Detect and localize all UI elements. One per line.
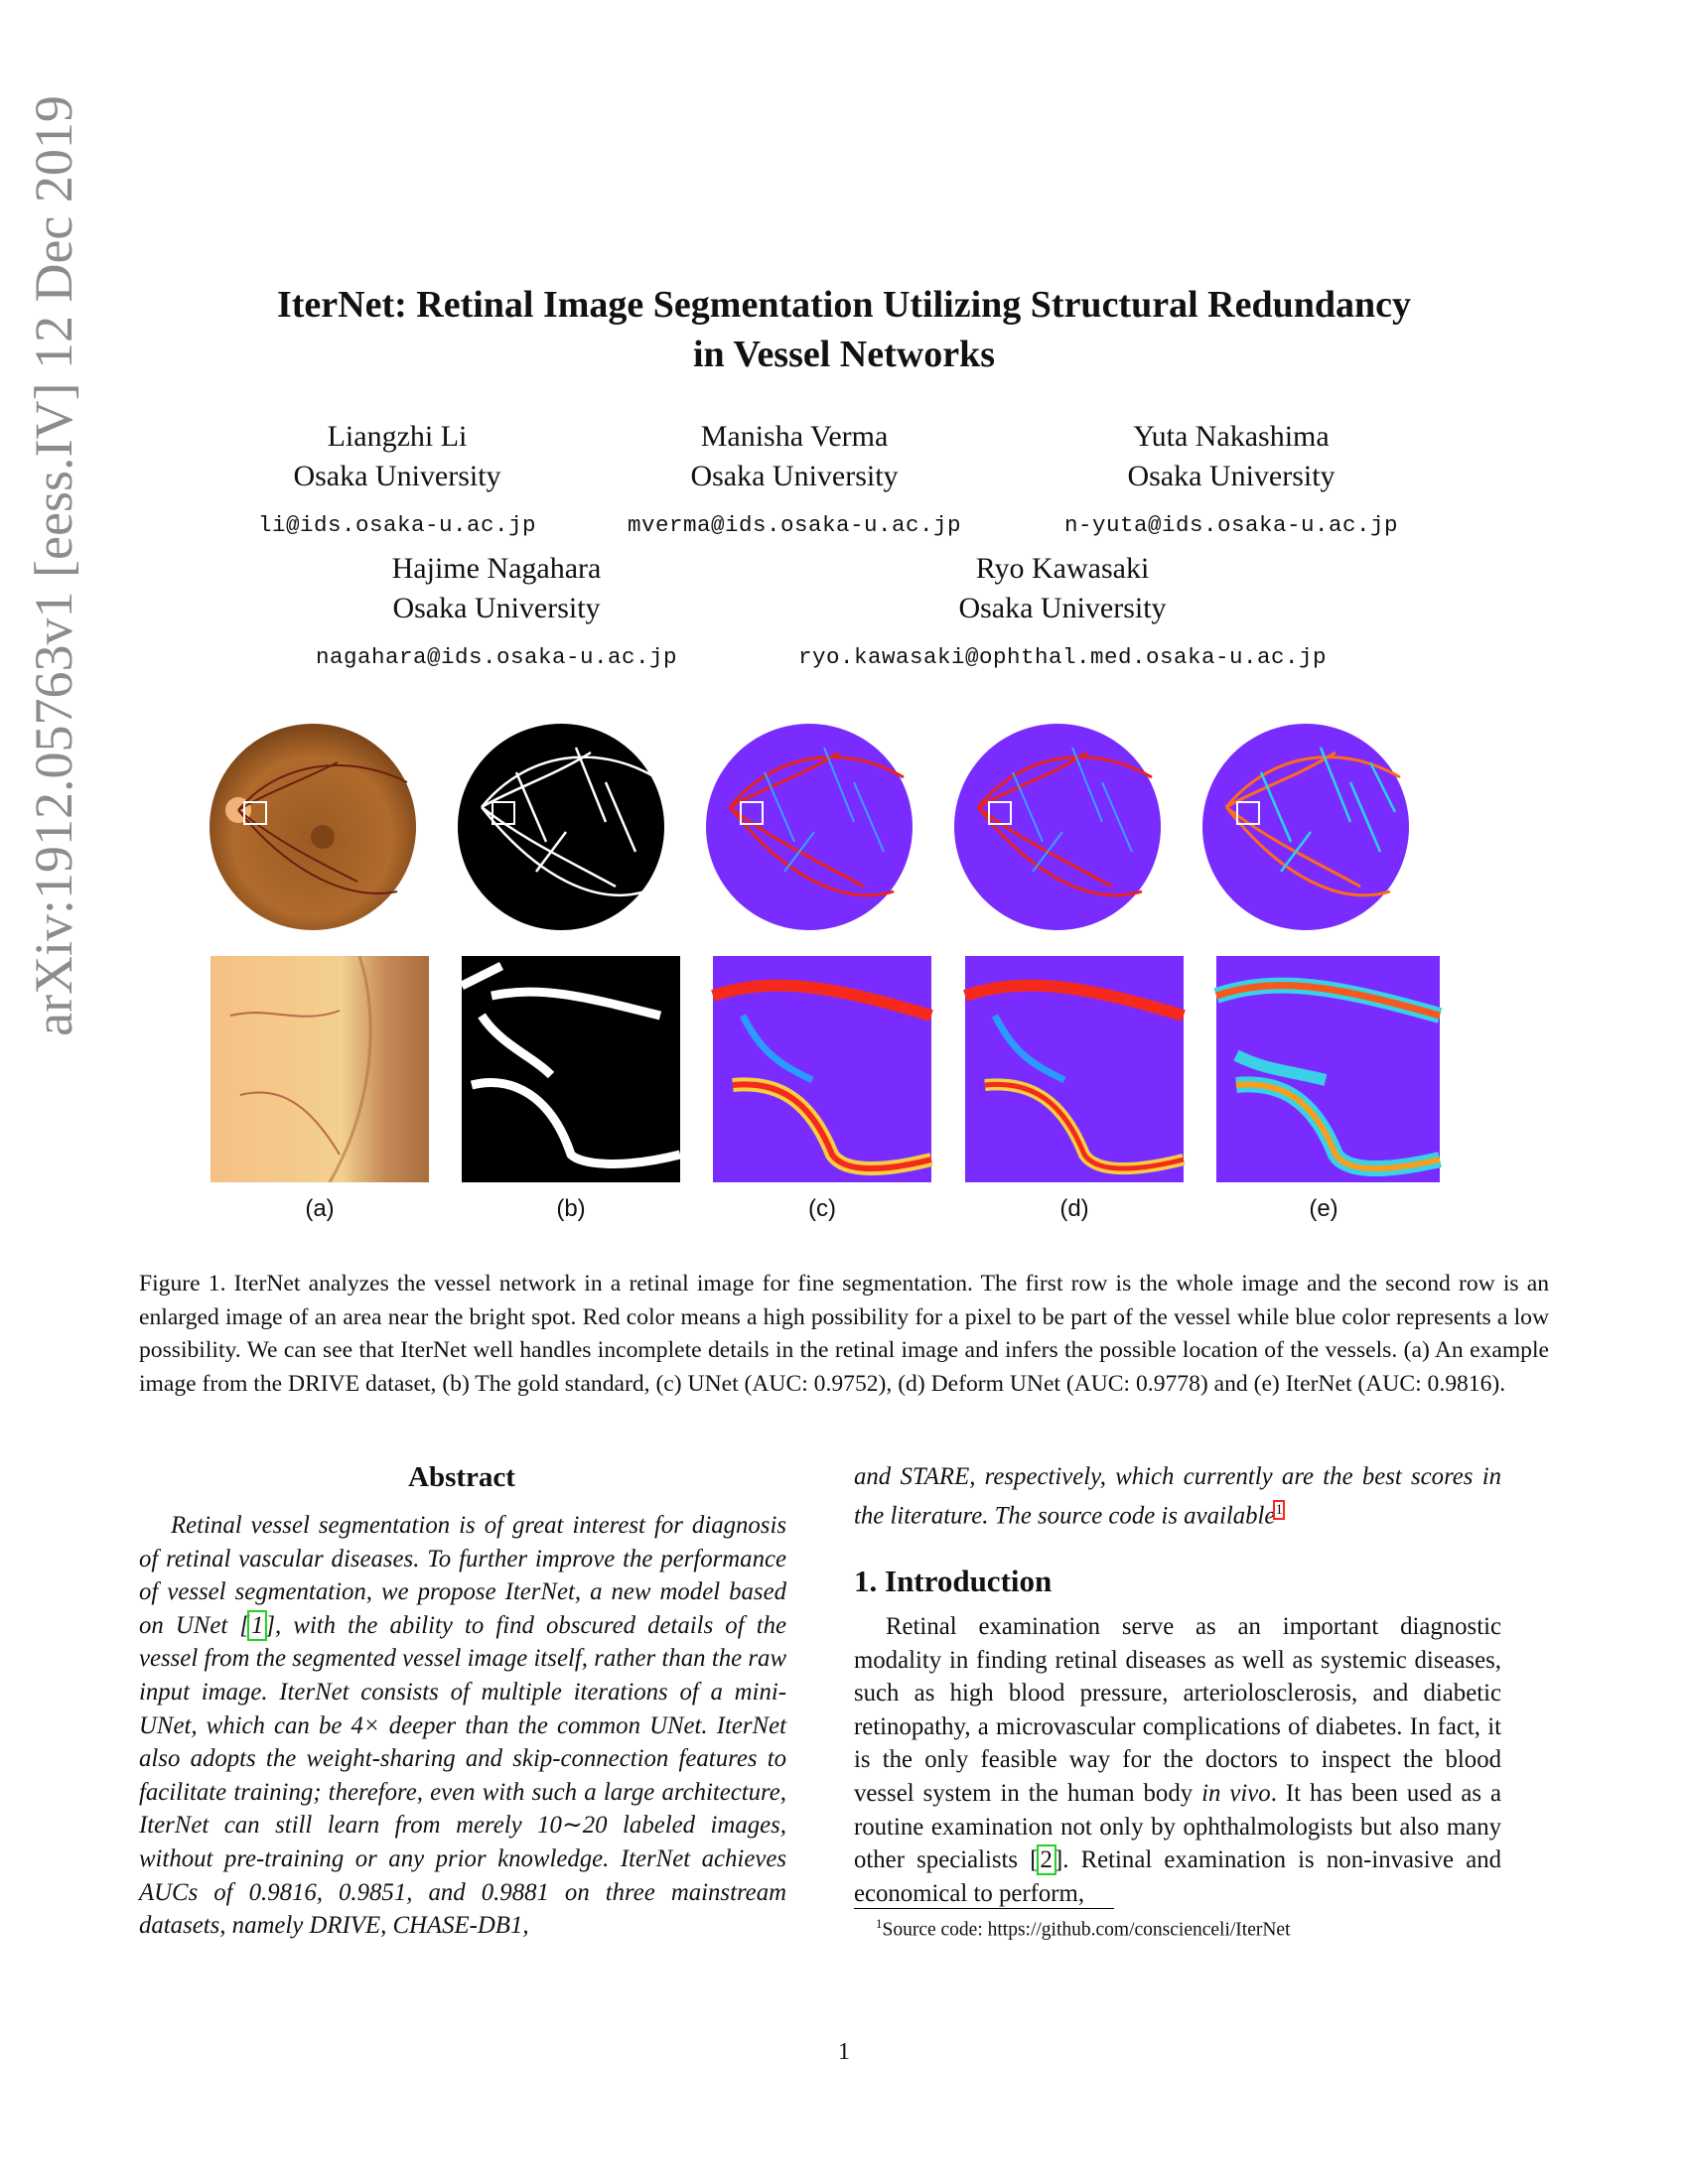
author-block-4 xyxy=(278,549,715,677)
zoom-crop-c xyxy=(713,956,931,1182)
author-block-2 xyxy=(586,417,1003,545)
sublabel-e: (e) xyxy=(1309,1195,1338,1222)
author-email[interactable]: n-yuta@ids.osaka-u.ac.jp xyxy=(1063,512,1399,538)
arxiv-stamp-text: arXiv:1912.05763v1 [eess.IV] 12 Dec 2019 xyxy=(24,95,83,1036)
author-affiliation: Osaka University xyxy=(1127,460,1336,492)
footnote-rule xyxy=(854,1908,1114,1909)
footnote-text[interactable]: Source code: https://github.com/conscienceli/IterNet xyxy=(882,1919,1291,1941)
intro-body xyxy=(854,1610,1501,1910)
figure-row-zoom xyxy=(211,956,1442,1182)
paper-title xyxy=(149,280,1539,379)
title-line-2: in Vessel Networks xyxy=(692,334,996,375)
author-email[interactable]: mverma@ids.osaka-u.ac.jp xyxy=(627,512,962,538)
deform-unet-heatmap-d xyxy=(954,724,1161,930)
figure-row-full xyxy=(209,723,1450,931)
intro-in-vivo: in vivo xyxy=(1201,1779,1271,1807)
gold-standard-image-b xyxy=(458,724,664,930)
footnote-mark: 1 xyxy=(876,1916,883,1931)
abstract-body xyxy=(139,1509,786,1943)
author-email[interactable]: ryo.kawasaki@ophthal.med.osaka-u.ac.jp xyxy=(797,644,1328,670)
citation-link-2[interactable]: 2 xyxy=(1040,1846,1053,1874)
author-affiliation: Osaka University xyxy=(690,460,899,492)
author-block-5 xyxy=(755,549,1370,677)
author-affiliation: Osaka University xyxy=(293,460,501,492)
intro-text-b: . It has been used as a routine examination not only by ophthalmologists but also many other specialists [ xyxy=(854,1779,1501,1874)
author-name: Liangzhi Li xyxy=(327,420,468,453)
title-line-1: IterNet: Retinal Image Segmentation Utilizing Structural Redundancy xyxy=(276,284,1411,326)
intro-text-c: ]. Retinal examination is non-invasive and economical to perform, xyxy=(854,1846,1501,1907)
author-email[interactable]: li@ids.osaka-u.ac.jp xyxy=(257,512,537,538)
author-block-3 xyxy=(1023,417,1440,545)
zoom-crop-d xyxy=(965,956,1184,1182)
citation-link-1[interactable]: 1 xyxy=(250,1611,264,1639)
author-affiliation: Osaka University xyxy=(392,592,601,624)
abstract-text-a: Retinal vessel segmentation is of great interest for diagnosis of retinal vascular diseases. To further improve the performance of vessel segmentation, we propose IterNet, a new model based on UNet [ xyxy=(139,1512,786,1639)
sublabel-b: (b) xyxy=(556,1195,586,1222)
sublabel-a: (a) xyxy=(305,1195,335,1222)
zoom-crop-e xyxy=(1216,956,1440,1182)
unet-heatmap-c xyxy=(706,724,913,930)
author-block-1 xyxy=(199,417,596,545)
author-name: Yuta Nakashima xyxy=(1133,420,1330,453)
abstract-continuation xyxy=(854,1460,1501,1532)
intro-heading: 1. Introduction xyxy=(854,1564,1053,1598)
iternet-heatmap-e xyxy=(1202,724,1409,930)
sublabel-d: (d) xyxy=(1059,1195,1089,1222)
page-number: 1 xyxy=(838,2039,850,2065)
zoom-crop-a xyxy=(211,956,429,1182)
abstract-cont-text: and STARE, respectively, which currently are the best scores in the literature. The source code is available xyxy=(854,1463,1501,1529)
abstract-text-b: ], with the ability to find obscured details of the vessel from the segmented vessel image itself, rather than the raw input image. IterNet consists of multiple iterations of a mini-UNet, which can be 4× deeper than the common UNet. IterNet also adopts the weight-sharing and skip-connection features to facilitate training; therefore, even with such a large architecture, IterNet can still learn from merely 10∼20 labeled images, without pre-training or any prior knowledge. IterNet achieves AUCs of 0.9816, 0.9851, and 0.9881 on three mainstream datasets, namely DRIVE, CHASE-DB1, xyxy=(139,1611,786,1940)
footnote-link-1[interactable]: 1 xyxy=(1275,1501,1283,1518)
figure-caption: Figure 1. IterNet analyzes the vessel network in a retinal image for fine segmentation. The first row is the whole image and the second row is an enlarged image of an area near the bright spot. Red color means a high possibility for a pixel to be part of the vessel while blue color represents a low possibility. We can see that IterNet well handles incomplete details in the retinal image and infers the possible location of the vessels. (a) An example image from the DRIVE dataset, (b) The gold standard, (c) UNet (AUC: 0.9752), (d) Deform UNet (AUC: 0.9778) and (e) IterNet (AUC: 0.9816). xyxy=(139,1271,1549,1397)
author-name: Manisha Verma xyxy=(700,420,889,453)
sublabel-c: (c) xyxy=(808,1195,836,1222)
author-affiliation: Osaka University xyxy=(958,592,1167,624)
abstract-heading: Abstract xyxy=(408,1461,515,1493)
intro-text-a: Retinal examination serve as an important diagnostic modality in finding retinal diseases as well as systemic diseases, such as high blood pressure, arteriolosclerosis, and diabetic retinopathy, a microvascular complications of diabetes. In fact, it is the only feasible way for the doctors to inspect the blood vessel system in the human body xyxy=(854,1613,1501,1807)
footnote xyxy=(876,1916,1291,1942)
author-name: Hajime Nagahara xyxy=(391,552,602,585)
author-email[interactable]: nagahara@ids.osaka-u.ac.jp xyxy=(315,644,678,670)
fundus-image-a xyxy=(210,724,416,930)
author-name: Ryo Kawasaki xyxy=(975,552,1150,585)
zoom-crop-b xyxy=(462,956,680,1182)
